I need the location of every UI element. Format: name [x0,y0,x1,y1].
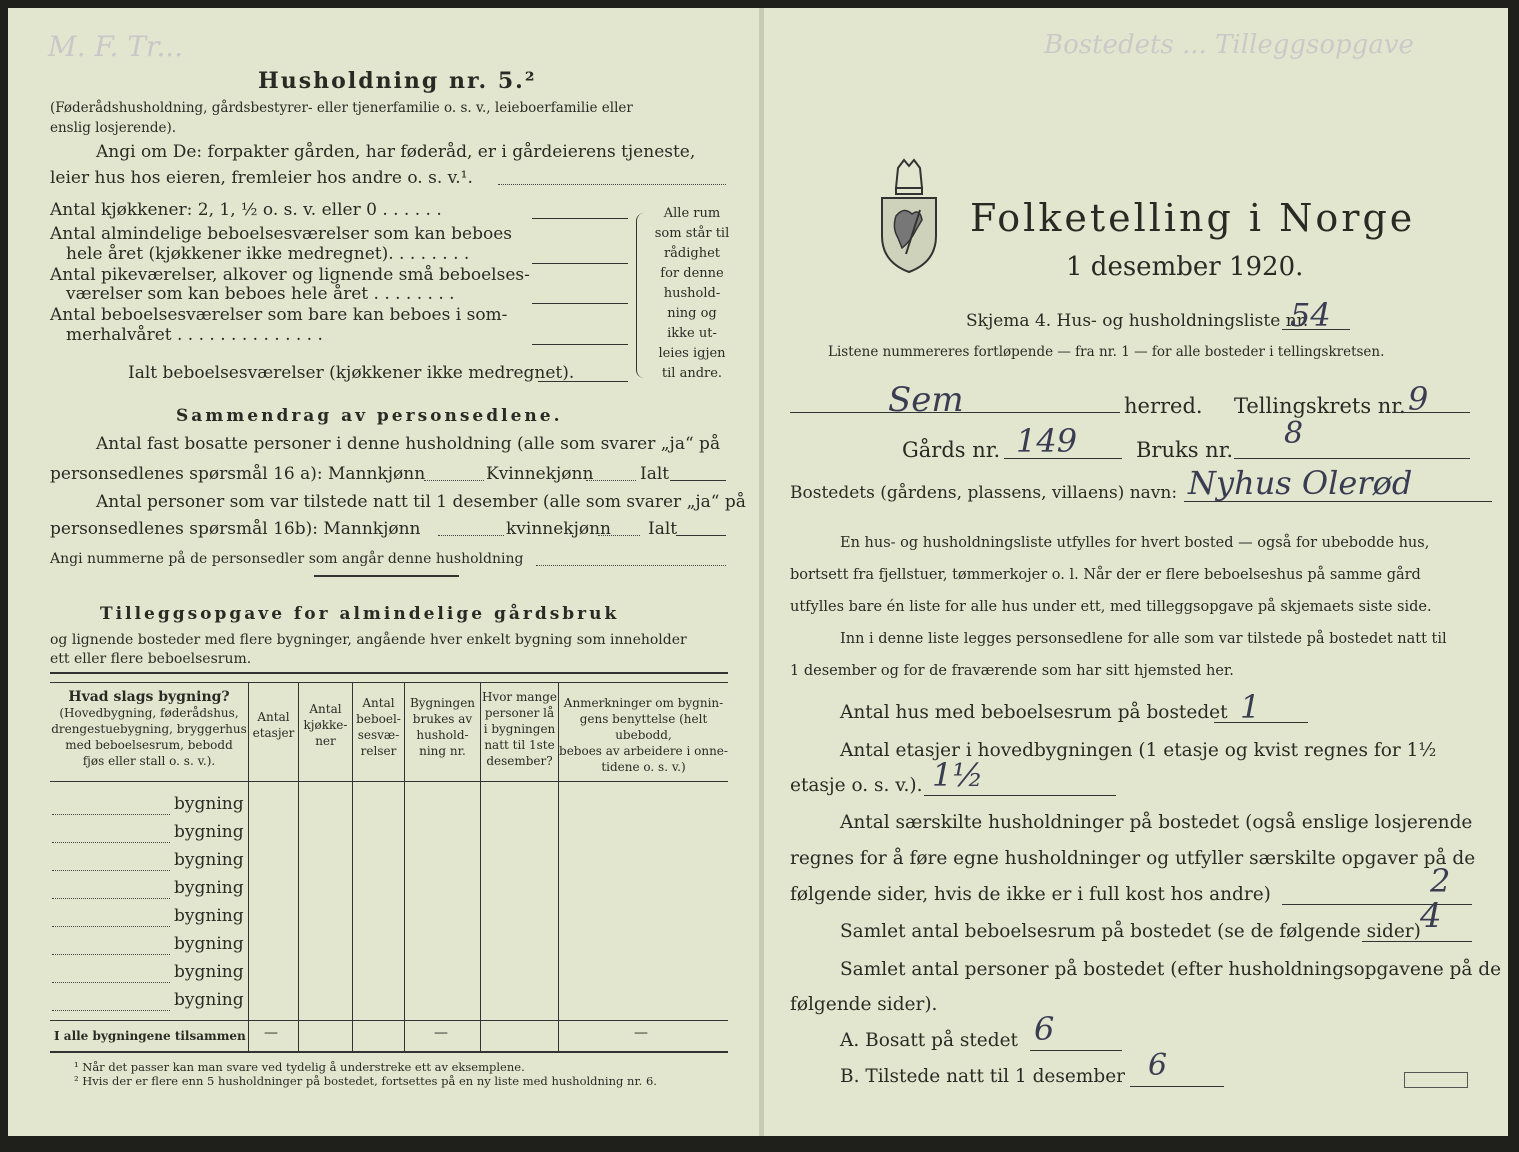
bygning-type-input[interactable] [52,842,170,843]
faint-bleedthrough: M. F. Tr... [48,30,184,63]
total-label: I alle bygningene tilsammen [54,1029,246,1043]
samlet-pers-line1: Samlet antal personer på bostedet (efter husholdningsopgavene på de [840,959,1502,980]
fast-mann-answer[interactable] [424,480,484,481]
fast-mann-label: personsedlenes spørsmål 16 a): Mannkjønn [50,464,426,484]
table-row [50,960,728,988]
herred-value[interactable]: Sem [888,380,964,420]
bruks-line [1234,458,1470,459]
tilstede-mann-label: personsedlenes spørsmål 16b): Mannkjønn [50,519,421,539]
footnote-1: ¹ Når det passer kan man svare ved tydelig å understreke ett av eksemplene. [74,1060,525,1074]
info-line1: En hus- og husholdningsliste utfylles for hvert bosted — også for ubebodde hus, [840,535,1430,551]
skjema-nr-value[interactable]: 54 [1290,296,1331,334]
etasjer-value[interactable]: 1½ [932,756,984,794]
brace-note: Alle rum som står til rådighet for denne hushold- ning og ikke ut- leies igjen til andre. [654,206,730,381]
row-label: bygning [174,822,244,842]
etasjer-line1: Antal etasjer i hovedbygningen (1 etasje og kvist regnes for 1½ [840,740,1437,761]
fast-ialt-answer[interactable] [670,480,726,481]
fast-line1: Antal fast bosatte personer i denne husholdning (alle som svarer „ja“ på [96,434,721,454]
right-page [764,8,1508,1136]
bosatt-line [1030,1050,1122,1051]
row-label: bygning [174,962,244,982]
col-kjokkener-header: Antal kjøkke- ner [298,683,352,781]
info-line5: 1 desember og for de fraværende som har sitt hjemsted her. [790,663,1234,679]
table-row [50,792,728,820]
pike-line2: værelser som kan beboes hele året . . . . . . . . [66,284,455,304]
total-dash-husholdning: — [434,1025,448,1041]
bygning-type-input[interactable] [52,870,170,871]
coat-of-arms-icon [876,158,942,276]
info-line3: utfylles bare én liste for alle hus under ett, med tilleggsopgave på skjemaets siste side. [790,599,1432,615]
table-row [50,876,728,904]
skjema-label: Skjema 4. Hus- og husholdningsliste nr. [966,311,1309,331]
tellingskrets-label: Tellingskrets nr. [1234,394,1406,418]
bygning-type-input[interactable] [52,814,170,815]
fast-kvinne-answer[interactable] [586,480,636,481]
col-personer-header: Hvor mange personer lå i bygningen natt til 1ste desember? [480,683,558,781]
col-beboelsesvaerelser-header: Antal beboel- sesvæ- relser [352,683,404,781]
sommer-line1: Antal beboelsesværelser som bare kan beboes i som- [50,305,508,325]
saerskilte-value-line [1282,904,1472,905]
bygning-type-input[interactable] [52,954,170,955]
bygning-type-input[interactable] [52,982,170,983]
bosted-label: Bostedets (gårdens, plassens, villaens) navn: [790,483,1178,503]
etasjer-line2: etasje o. s. v.). [790,775,923,796]
pike-answer[interactable] [532,303,628,304]
bosatt-value[interactable]: 6 [1034,1010,1055,1048]
ialt-label: Ialt beboelsesværelser (kjøkkener ikke medregnet). [128,363,575,383]
household-subtitle-2: enslig losjerende). [50,120,177,136]
footnote-2: ² Hvis der er flere enn 5 husholdninger på bostedet, fortsettes på en ny liste med husholdning nr. 6. [74,1074,657,1088]
bygning-type-input[interactable] [52,1010,170,1011]
table-row [50,932,728,960]
hus-label: Antal hus med beboelsesrum på bostedet [840,702,1228,723]
total-dash-anmerkninger: — [634,1025,648,1041]
saerskilte-value[interactable]: 2 [1430,862,1451,900]
col-anmerkninger-header: Anmerkninger om bygnin- gens benyttelse (helt ubebodd, beboes av arbeidere i onne- tidene o. s. v.) [558,683,728,781]
table-row [50,988,728,1016]
row-label: bygning [174,906,244,926]
pike-line1: Antal pikeværelser, alkover og lignende små beboelses- [50,265,530,285]
tilstede-ialt-answer[interactable] [676,535,726,536]
angi-line2: leier hus hos eieren, fremleier hos andre o. s. v.¹. [50,168,473,188]
census-title: Folketelling i Norge [970,196,1416,240]
sommer-answer[interactable] [532,344,628,345]
total-dash-etasjer: — [264,1025,278,1041]
faint-bleedthrough: Bostedets ... Tilleggsopgave [1044,30,1414,60]
bygning-type-input[interactable] [52,898,170,899]
alm-line1: Antal almindelige beboelsesværelser som kan beboes [50,224,512,244]
gards-value[interactable]: 149 [1016,422,1078,460]
nummerne-label: Angi nummerne på de personsedler som angår denne husholdning [50,551,524,567]
col-etasjer-header: Antal etasjer [248,683,298,781]
kjokkener-answer[interactable] [532,218,628,219]
tilstede-mann-answer[interactable] [438,535,504,536]
bosted-value[interactable]: Nyhus Olerød [1188,464,1413,502]
fast-kvinne-label: Kvinnekjønn [486,464,594,484]
tilstede-line [1130,1086,1224,1087]
household-title: Husholdning nr. 5.² [258,68,537,94]
tilstede-ialt-label: Ialt [648,519,678,539]
hus-line [1214,722,1308,723]
table-total-row [50,1020,728,1052]
building-table [50,672,728,1053]
alm-answer[interactable] [532,263,628,264]
samlet-rum-value[interactable]: 4 [1420,896,1442,936]
table-row [50,848,728,876]
alm-line2: hele året (kjøkkener ikke medregnet). . . . . . . . [66,244,470,264]
tilstede-kvinne-answer[interactable] [598,535,640,536]
tillegg-line1: og lignende bosteder med flere bygninger, angående hver enkelt bygning som inneholder [50,632,687,648]
saerskilte-line1: Antal særskilte husholdninger på bostedet (også enslige losjerende [840,812,1473,833]
summary-title: Sammendrag av personsedlene. [176,406,563,426]
tillegg-line2: ett eller flere beboelsesrum. [50,651,252,667]
listene-note: Listene nummereres fortløpende — fra nr. 1 — for alle bosteder i tellingskretsen. [828,344,1385,360]
hus-value[interactable]: 1 [1240,688,1261,726]
sommer-line2: merhalvåret . . . . . . . . . . . . . . [66,325,323,345]
fast-ialt-label: Ialt [640,464,670,484]
bruks-value[interactable]: 8 [1284,416,1304,451]
ialt-answer[interactable] [538,381,628,382]
row-label: bygning [174,990,244,1010]
printer-stamp [1404,1072,1468,1088]
info-line4: Inn i denne liste legges personsedlene for alle som var tilstede på bostedet natt til [840,631,1447,647]
table-row [50,820,728,848]
bosatt-label: A. Bosatt på stedet [840,1030,1018,1051]
bruks-label: Bruks nr. [1136,438,1234,462]
bygning-type-input[interactable] [52,926,170,927]
census-date: 1 desember 1920. [1066,252,1304,282]
table-header [50,682,728,782]
row-label: bygning [174,794,244,814]
nummerne-answer[interactable] [536,565,726,566]
row-label: bygning [174,934,244,954]
herred-label: herred. [1124,394,1203,418]
household-subtitle: (Føderådshusholdning, gårdsbestyrer- eller tjenerfamilie o. s. v., leieboerfamilie eller [50,100,633,116]
left-page [8,8,760,1136]
saerskilte-line2: regnes for å føre egne husholdninger og utfyller særskilte opgaver på de [790,848,1476,869]
angi-line1: Angi om De: forpakter gården, har føderåd, er i gårdeierens tjeneste, [96,142,696,162]
tillegg-title: Tilleggsopgave for almindelige gårdsbruk [100,604,620,624]
table-row [50,904,728,932]
saerskilte-line3: følgende sider, hvis de ikke er i full kost hos andre) [790,884,1271,905]
etasjer-value-line [924,795,1116,796]
tilstede-kvinne-label: kvinnekjønn [506,519,612,539]
section-divider [314,575,459,577]
angi-answer-line[interactable] [498,184,726,185]
tilstede-label: B. Tilstede natt til 1 desember [840,1066,1125,1087]
gards-label: Gårds nr. [902,438,1001,462]
samlet-rum-line [1362,941,1472,942]
samlet-rum-label: Samlet antal beboelsesrum på bostedet (se de følgende sider) [840,921,1421,942]
tilstede-value[interactable]: 6 [1148,1048,1168,1083]
tellingskrets-value[interactable]: 9 [1408,380,1429,418]
info-line2: bortsett fra fjellstuer, tømmerkojer o. l. Når der er flere beboelseshus på samme gård [790,567,1421,583]
col-type-header: Hvad slags bygning? (Hovedbygning, føderådshus, drengestuebygning, bryggerhus med beboelsesrum, bebodd fjøs eller stall o. s. v.). [51,689,247,768]
samlet-pers-line2: følgende sider). [790,994,938,1015]
row-label: bygning [174,850,244,870]
kjokkener-label: Antal kjøkkener: 2, 1, ½ o. s. v. eller 0 . . . . . . [50,200,442,220]
brace [636,213,651,378]
row-label: bygning [174,878,244,898]
tilstede-line1: Antal personer som var tilstede natt til 1 desember (alle som svarer „ja“ på [96,492,746,512]
col-husholdning-header: Bygningen brukes av hushold- ning nr. [404,683,480,781]
